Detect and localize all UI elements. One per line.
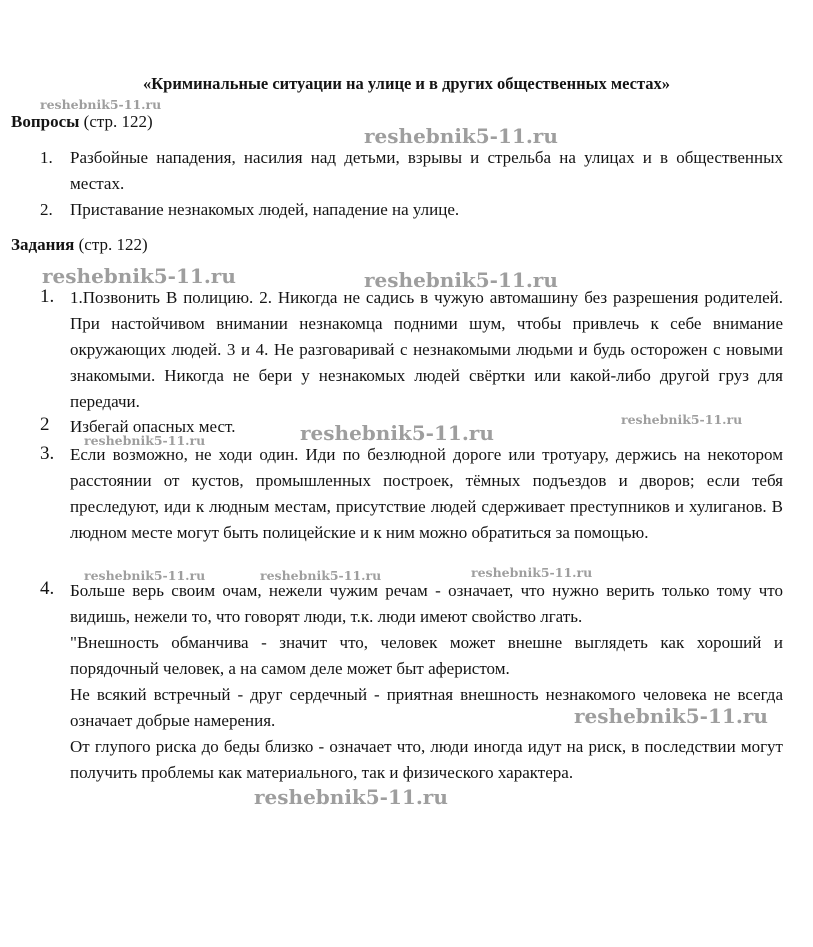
watermark: reshebnik5-11.ru xyxy=(42,264,236,288)
watermark: reshebnik5-11.ru xyxy=(260,568,382,583)
task-text: Если возможно, не ходи один. Иди по безлюдной дороге или тротуару, держись на некотором расстоянии от кустов, промышленных построек, тёмных подъездов и дворов; если тебя преследуют, иди к людным местам, присутствие людей сдерживает преступников и хулиганов. В людном месте могут быть полицейские и к ним можно обратиться за помощью. xyxy=(70,445,783,542)
watermark: reshebnik5-11.ru xyxy=(471,565,593,580)
questions-heading-page: (стр. 122) xyxy=(79,112,153,131)
questions-heading-label: Вопросы xyxy=(11,112,80,131)
question-number: 2. xyxy=(40,200,53,219)
task-text: Избегай опасных мест. xyxy=(70,417,236,436)
tasks-heading-page: (стр. 122) xyxy=(74,235,148,254)
watermark: reshebnik5-11.ru xyxy=(364,268,558,292)
watermark: reshebnik5-11.ru xyxy=(84,568,206,583)
tasks-heading-label: Задания xyxy=(11,235,75,254)
task-paragraph: Больше верь своим очам, нежели чужим речам - означает, что нужно верить только тому что видишь, нежели то, что говорят люди, т.к. люди имеют свойство лгать. xyxy=(70,581,783,626)
page-title: «Криминальные ситуации на улице и в других общественных местах» xyxy=(142,74,671,93)
task-text: 1.Позвонить В полицию. 2. Никогда не садись в чужую автомашину без разрешения родителей. При настойчивом внимании незнакомца подними шум, чтобы привлечь к себе внимание окружающих людей. 3 и 4. Не разговаривай с незнакомыми людьми и будь осторожен с новыми знакомыми. Никогда не бери у незнакомых людей свёртки или какой-либо другой груз для передачи. xyxy=(70,288,783,411)
task-number: 2 xyxy=(40,414,50,435)
watermark: reshebnik5-11.ru xyxy=(84,433,206,448)
tasks-heading xyxy=(11,235,148,255)
watermark: reshebnik5-11.ru xyxy=(254,785,448,809)
task-paragraph: Не всякий встречный - друг сердечный - приятная внешность незнакомого человека не всегда означает добрые намерения. xyxy=(70,685,783,730)
watermark: reshebnik5-11.ru xyxy=(574,704,768,728)
question-text: Приставание незнакомых людей, нападение на улице. xyxy=(70,200,460,219)
task-paragraph: "Внешность обманчива - значит что, человек может внешне выглядеть как хороший и порядочный человек, а на самом деле может быт аферистом. xyxy=(70,633,783,678)
watermark: reshebnik5-11.ru xyxy=(40,97,162,112)
watermark: reshebnik5-11.ru xyxy=(621,412,743,427)
task-number: 4. xyxy=(40,578,55,599)
question-text: Разбойные нападения, насилия над детьми, взрывы и стрельба на улицах и в общественных местах. xyxy=(70,148,783,193)
watermark: reshebnik5-11.ru xyxy=(364,124,558,148)
questions-heading xyxy=(11,112,153,132)
task-number: 3. xyxy=(40,443,55,464)
task-paragraph: От глупого риска до беды близко - означает что, люди иногда идут на риск, в последствии могут получить проблемы как материального, так и физического характера. xyxy=(70,737,783,782)
watermark: reshebnik5-11.ru xyxy=(300,421,494,445)
task-number: 1. xyxy=(40,286,55,307)
question-number: 1. xyxy=(40,148,53,167)
